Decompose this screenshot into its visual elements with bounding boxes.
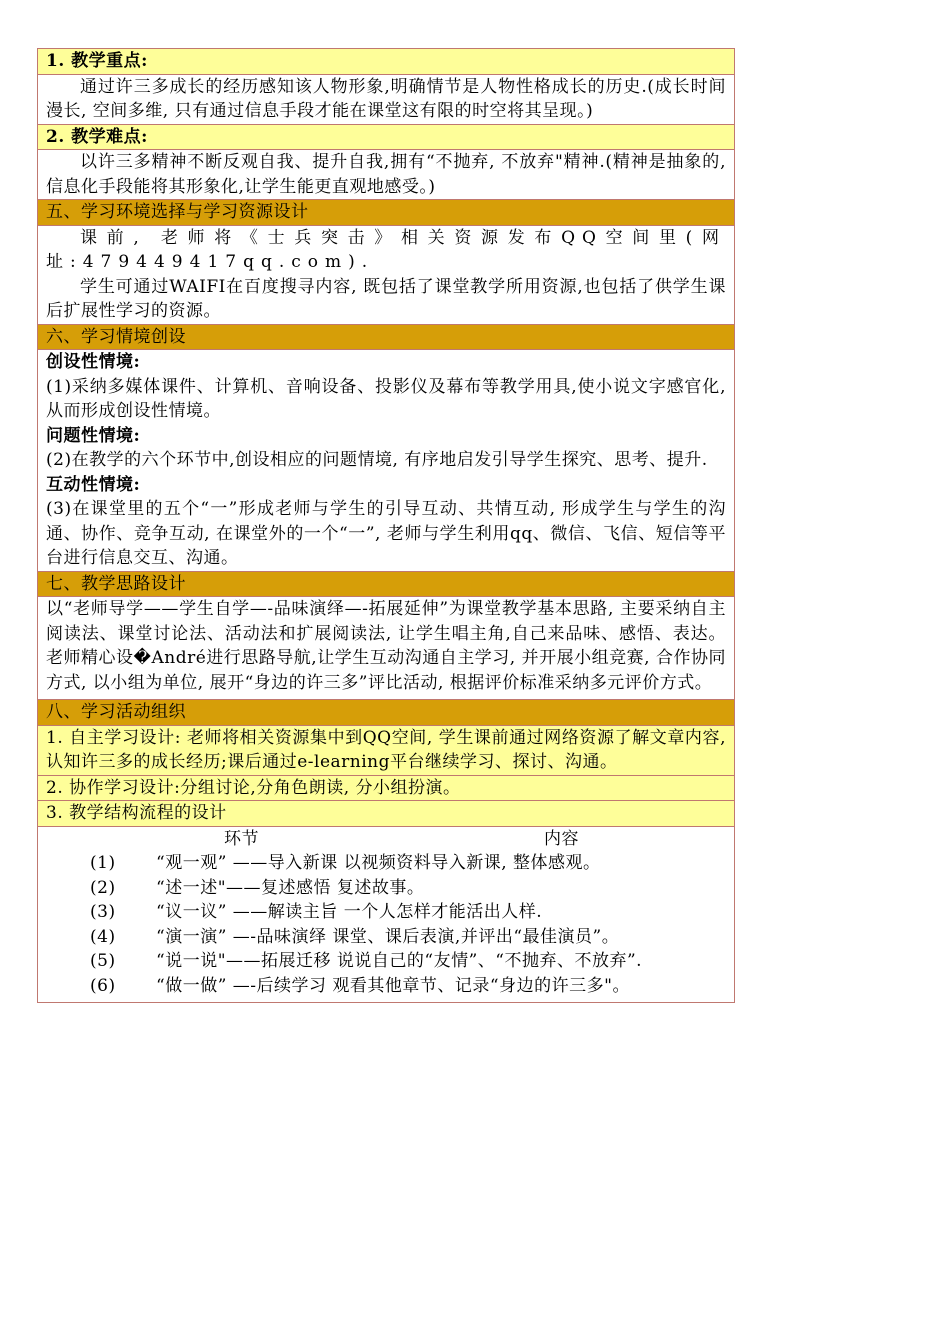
flow-table	[38, 827, 734, 1003]
interactive-situation-title: 互动性情境:	[46, 474, 141, 495]
flow-step	[46, 925, 726, 950]
interactive-situation-body: (3)在课堂里的五个“一”形成老师与学生的引导互动、共情互动, 形成学生与学生的沟通、协作、竞争互动, 在课堂外的一个“一”, 老师与学生利用qq、微信、飞信、短信等平台进行信息交互、沟通。	[46, 499, 726, 568]
flow-step-text: “演一演” —-品味演绎 课堂、课后表演,并评出“最佳演员”。	[156, 926, 620, 947]
flow-header	[46, 827, 726, 852]
flow-step-text: “说一说"——拓展迁移 说说自己的“友情”、“不抛弃、不放弃”.	[156, 951, 643, 971]
activities-heading: 八、学习活动组织	[38, 700, 734, 726]
environment-heading: 五、学习环境选择与学习资源设计	[38, 200, 734, 226]
situation-heading: 六、学习情境创设	[38, 325, 734, 351]
activity-item-2: 2. 协作学习设计:分组讨论,分角色朗读, 分小组扮演。	[38, 776, 734, 802]
activity-item-3: 3. 教学结构流程的设计	[38, 801, 734, 827]
flow-step-number: (4)	[90, 926, 116, 947]
lesson-plan-table	[37, 48, 735, 1003]
flow-step	[46, 851, 726, 876]
flow-step-text: “做一做” —-后续学习 观看其他章节、记录“身边的许三多"。	[156, 975, 630, 996]
thinking-body: 以“老师导学——学生自学—-品味演绎—-拓展延伸”为课堂教学基本思路, 主要采纳自主阅读法、课堂讨论法、活动法和扩展阅读法, 让学生唱主角,自己来品味、感悟、表达。老师精心设�André进行思路导航,让学生互动沟通自主学习, 并开展小组竞赛, 合作协同方式, 以小组为单位, 展开“身边的许三多”评比活动, 根据评价标准采纳多元评价方式。	[38, 597, 734, 700]
flow-step-number: (3)	[90, 902, 116, 922]
thinking-heading: 七、教学思路设计	[38, 572, 734, 598]
activity-item-1: 1. 自主学习设计: 老师将相关资源集中到QQ空间, 学生课前通过网络资源了解文章内容, 认知许三多的成长经历;课后通过e-learning平台继续学习、探讨、沟通。	[38, 726, 734, 776]
flow-step-number: (5)	[90, 951, 116, 971]
difficulties-body: 以许三多精神不断反观自我、提升自我,拥有“不抛弃, 不放弃"精神.(精神是抽象的,信息化手段能将其形象化,让学生能更直观地感受。)	[38, 150, 734, 200]
flow-step	[46, 949, 726, 974]
problem-situation-title: 问题性情境:	[46, 425, 141, 446]
flow-step-number: (6)	[90, 975, 116, 996]
problem-situation-body: (2)在教学的六个环节中,创设相应的问题情境, 有序地启发引导学生探究、思考、提升.	[46, 450, 708, 470]
creative-situation-body: (1)采纳多媒体课件、计算机、音响设备、投影仪及幕布等教学用具,使小说文字感官化, 从而形成创设性情境。	[46, 376, 726, 421]
flow-step-text: “观一观” ——导入新课 以视频资料导入新课, 整体感观。	[156, 853, 601, 873]
environment-para-1: 课前, 老师将《士兵突击》相关资源发布QQ空间里(网址:479449417qq.com).	[46, 227, 726, 272]
key-points-heading: 1. 教学重点:	[38, 49, 734, 75]
flow-step	[46, 876, 726, 901]
difficulties-heading: 2. 教学难点:	[38, 125, 734, 151]
flow-step-text: “议一议” ——解读主旨 一个人怎样才能活出人样.	[156, 902, 543, 922]
key-points-body: 通过许三多成长的经历感知该人物形象,明确情节是人物性格成长的历史.(成长时间漫长, 空间多维, 只有通过信息手段才能在课堂这有限的时空将其呈现。)	[38, 75, 734, 125]
flow-step	[46, 974, 726, 999]
flow-step-text: “述一述"——复述感悟 复述故事。	[156, 877, 425, 898]
environment-body	[38, 226, 734, 325]
creative-situation-title: 创设性情境:	[46, 352, 141, 372]
flow-step-number: (1)	[90, 853, 116, 873]
flow-step-number: (2)	[90, 877, 116, 898]
situation-body	[38, 350, 734, 572]
flow-col-content: 内容	[544, 828, 579, 849]
flow-col-step: 环节	[224, 828, 259, 849]
flow-step	[46, 900, 726, 925]
environment-para-2: 学生可通过WAIFI在百度搜寻内容, 既包括了课堂教学所用资源,也包括了供学生课后扩展性学习的资源。	[46, 276, 726, 321]
